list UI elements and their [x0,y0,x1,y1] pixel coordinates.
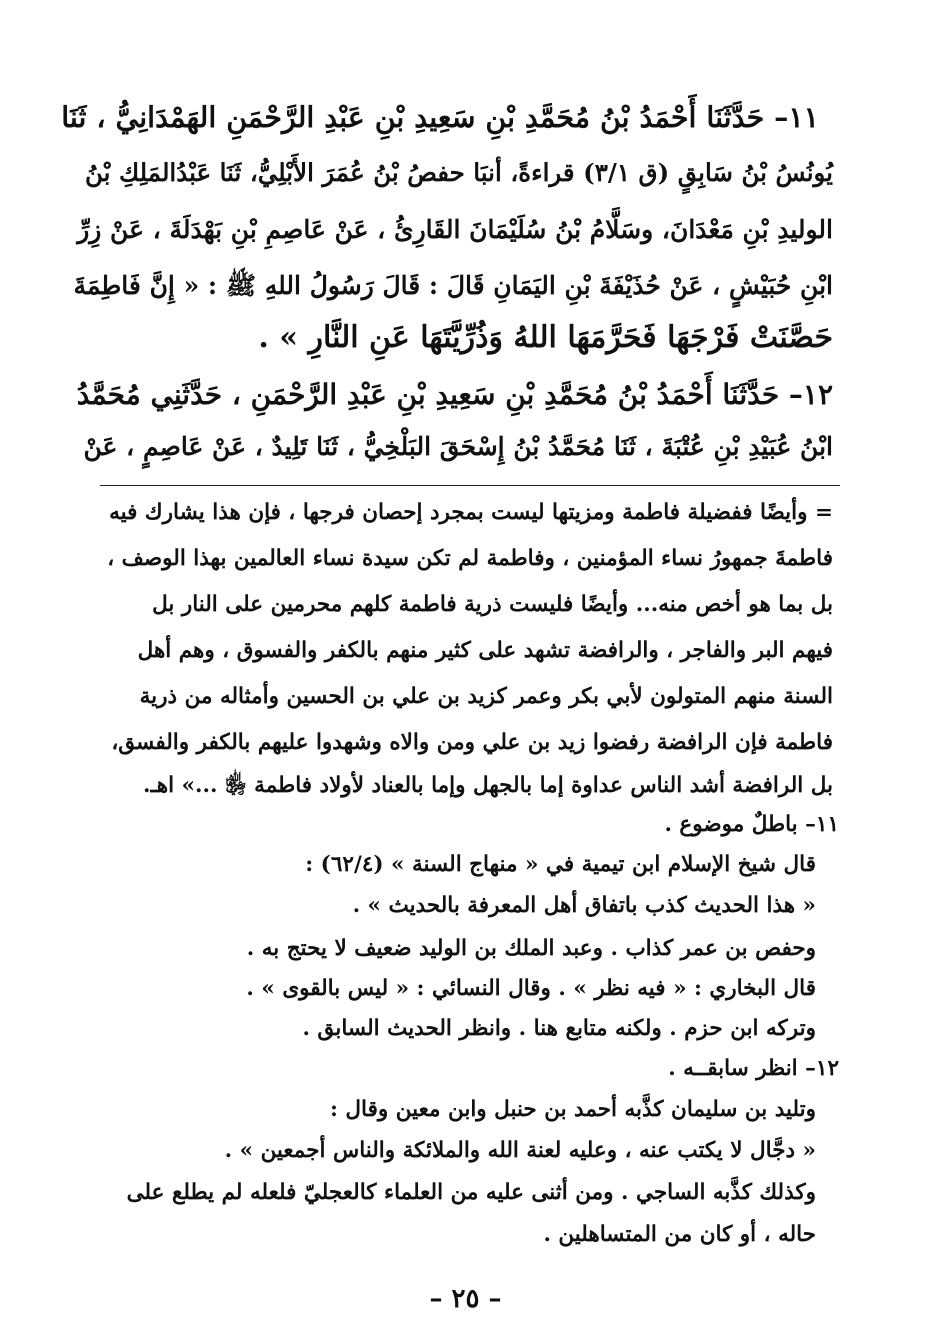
footnote-line: بل الرافضة أشد الناس عداوة إما بالجهل وإما بالعناد لأولاد فاطمة ﵂ ...» اهـ. [143,773,833,798]
note-11-line: قال البخاري : « فيه نظر » . وقال النسائي : « ليس بالقوى » . [246,976,816,1001]
footnote-line: فاطمةَ جمهورُ نساء المؤمنين ، وفاطمة لم تكن سيدة نساء العالمين بهذا الوصف ، [107,546,833,571]
note-12-line: حاله ، أو كان من المتساهلين . [543,1222,816,1247]
footnote-line: بل بما هو أخص منه... وأيضًا فليست ذرية فاطمة كلهم محرمين على النار بل [152,592,833,617]
note-12-heading: ١٢– انظر سابقــه . [668,1056,839,1081]
note-11-line: وتركه ابن حزم . ولكنه متابع هنا . وانظر الحديث السابق . [302,1016,816,1041]
hadith-11-line: ١١– حَدَّثَنَا أَحْمَدُ بْنُ مُحَمَّدِ بْنِ سَعِيدِ بْنِ عَبْدِ الرَّحْمَنِ الهَمْدَانِيُّ ، ثَنَا [61,100,819,134]
note-11-line: قال شيخ الإسلام ابن تيمية في « منهاج السنة » (٦٢/٤) : [305,852,816,877]
footnote-line: فيهم البر والفاجر ، والرافضة تشهد على كثير منهم بالكفر والفسوق ، وهم أهل [137,638,833,663]
hadith-12-line: ١٢– حَدَّثَنَا أَحْمَدُ بْنُ مُحَمَّدِ بْنِ سَعِيدِ بْنِ عَبْدِ الرَّحْمَنِ ، حَدَّثَنِي مُحَمَّدُ [76,378,833,411]
note-11-line: وحفص بن عمر كذاب . وعبد الملك بن الوليد ضعيف لا يحتج به . [246,936,816,961]
hadith-11-line: الوليدِ بْنِ مَعْدَانَ، وسَلَّامُ بْنُ سُلَيْمَانَ القَارِئُ ، عَنْ عَاصِمِ بْنِ بَهْدَلَةَ ، عَنْ زِرِّ [77,215,833,244]
note-12-line: « دجَّال لا يكتب عنه ، وعليه لعنة الله والملائكة والناس أجمعين » . [224,1138,816,1163]
footnote-line: = وأيضًا ففضيلة فاطمة ومزيتها ليست بمجرد إحصان فرجها ، فإن هذا يشارك فيه [109,500,833,525]
page-number: – ٢٥ – [429,1284,502,1314]
hadith-11-line: يُونُسُ بْنُ سَابِقٍ (ق ٣/١) قراءةً، أنبَا حفصُ بْنُ عُمَرَ الأَبْلِيُّ، ثَنَا عَبْدُالمَلِكِ بْنُ [85,158,833,187]
footnote-line: فاطمة فإن الرافضة رفضوا زيد بن علي ومن والاه وشهدوا عليهم بالكفر والفسق، [111,730,833,755]
footnote-separator [100,485,840,486]
note-11-heading: ١١– باطلٌ موضوع . [664,812,839,837]
hadith-12-line: ابْنُ عُبَيْدِ بْنِ عُتْبَةَ ، ثَنَا مُحَمَّدُ بْنُ إِسْحَقَ البَلْخِيُّ ، ثَنَا تَلِيدٌ ، عَنْ عَاصِمٍ ، عَنْ [83,432,833,461]
note-12-line: وتليد بن سليمان كذَّبه أحمد بن حنبل وابن معين وقال : [330,1097,816,1122]
note-11-line: « هذا الحديث كذب باتفاق أهل المعرفة بالحديث » . [352,893,816,918]
note-12-line: وكذلك كذَّبه الساجي . ومن أثنى عليه من العلماء كالعجليّ فلعله لم يطلع على [126,1180,816,1205]
footnote-line: السنة منهم المتولون لأبي بكر وعمر كزيد بن علي بن الحسين وأمثاله من ذرية [139,684,833,709]
hadith-11-line: حَصَّنَتْ فَرْجَهَا فَحَرَّمَهَا اللهُ وَذُرِّيَّتَهَا عَنِ النَّارِ » . [258,320,833,355]
hadith-11-line: ابْنِ حُبَيْشٍ ، عَنْ حُذَيْفَةَ بْنِ اليَمَانِ قَالَ : قَالَ رَسُولُ اللهِ ﷺ : « إِنَّ فَاطِمَةَ [73,271,833,300]
